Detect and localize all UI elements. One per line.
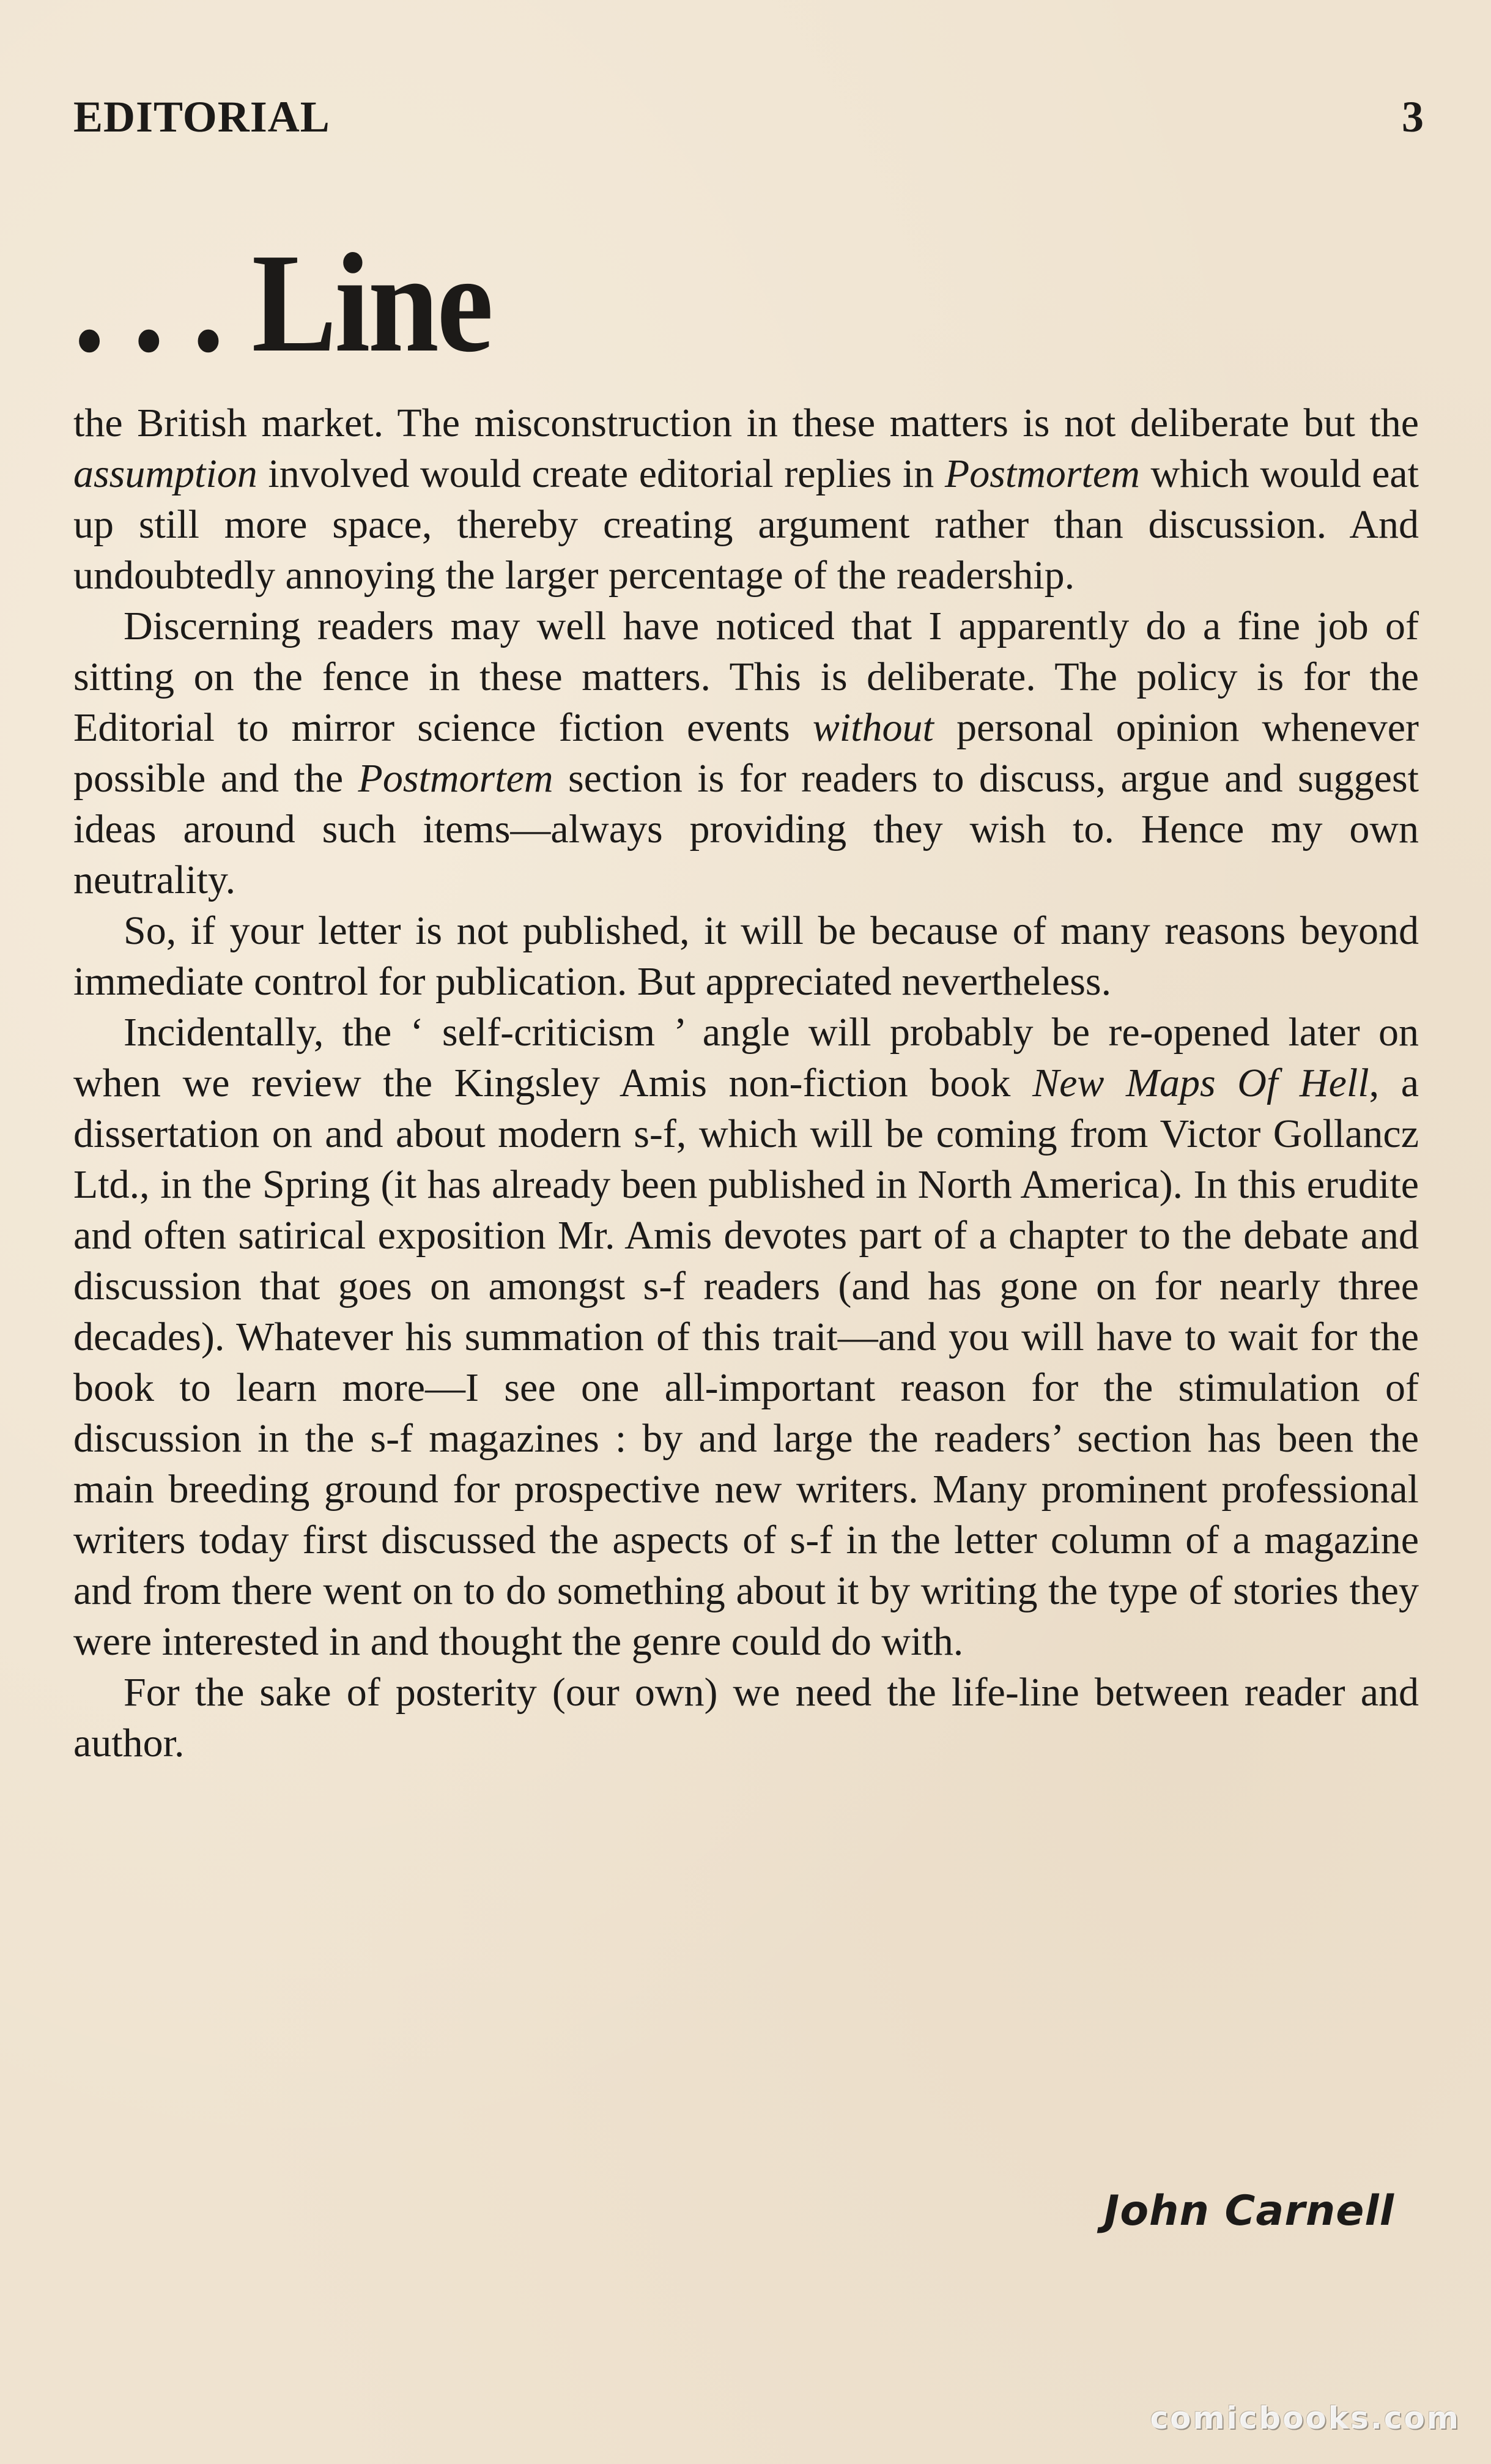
paragraph-text: section is for readers to discuss, argue and suggest ideas around such items—always providing they wish to. Hence my own neutrality. <box>73 756 1419 902</box>
body-paragraph <box>73 1667 1419 1768</box>
running-head <box>73 92 1424 147</box>
author-signature: John Carnell <box>1104 2187 1394 2235</box>
italic-title-text: assumption <box>73 451 257 496</box>
body-paragraph <box>73 905 1419 1007</box>
italic-title-text: New Maps Of Hell <box>1032 1061 1369 1105</box>
section-title: EDITORIAL <box>73 92 330 141</box>
body-paragraph <box>73 398 1419 601</box>
body-paragraph <box>73 601 1419 905</box>
paragraph-text: For the sake of posterity (our own) we need the life-line between reader and author. <box>73 1670 1419 1765</box>
body-paragraph <box>73 1007 1419 1667</box>
paragraph-text: , a dissertation on and about modern s-f, which will be coming from Victor Gollancz Ltd., in the Spring (it has already been published in North America). In this erudite and often satirical exposition Mr. Amis devotes part of a chapter to the debate and discussion that goes on amongst s-f readers (and has gone on for nearly three decades). Whatever his summation of this trait—and you will have to wait for the book to learn more—I see one all-important reason for the stimulation of discussion in the s-f magazines : by and large the readers’ section has been the main breeding ground for prospective new writers. Many prominent professional writers today first discussed the aspects of s-f in the letter column of a magazine and from there went on to do something about it by writing the type of stories they were interested in and thought the genre could do with. <box>73 1061 1419 1664</box>
article-body <box>73 398 1419 1768</box>
paragraph-text: personal opinion whenever possible and the <box>73 705 1419 801</box>
magazine-page <box>73 0 1424 2464</box>
paragraph-text: Discerning readers may well have noticed that I apparently do a fine job of sitting on the fence in these matters. This is deliberate. The policy is for the Editorial to mirror science fiction events <box>73 604 1419 750</box>
page-number: 3 <box>1402 92 1424 141</box>
italic-title-text: Postmortem <box>944 451 1140 496</box>
paragraph-text: which would eat up still more space, thereby creating argument rather than discussion. And undoubtedly annoying the larger percentage of the readership. <box>73 451 1419 598</box>
paragraph-text: involved would create editorial replies in <box>257 451 945 496</box>
paragraph-text: Incidentally, the ‘ self-criticism ’ angle will probably be re-opened later on when we review the Kingsley Amis non-fiction book <box>73 1010 1419 1105</box>
italic-title-text: without <box>812 705 934 750</box>
paragraph-text: the British market. The misconstruction in these matters is not deliberate but the <box>73 401 1419 445</box>
paragraph-text: So, if your letter is not published, it will be because of many reasons beyond immediate control for publication. But appreciated nevertheless. <box>73 908 1419 1004</box>
italic-title-text: Postmortem <box>358 756 553 801</box>
article-headline: . . . Line <box>73 225 492 382</box>
watermark: comicbooks.com <box>1150 2400 1460 2436</box>
